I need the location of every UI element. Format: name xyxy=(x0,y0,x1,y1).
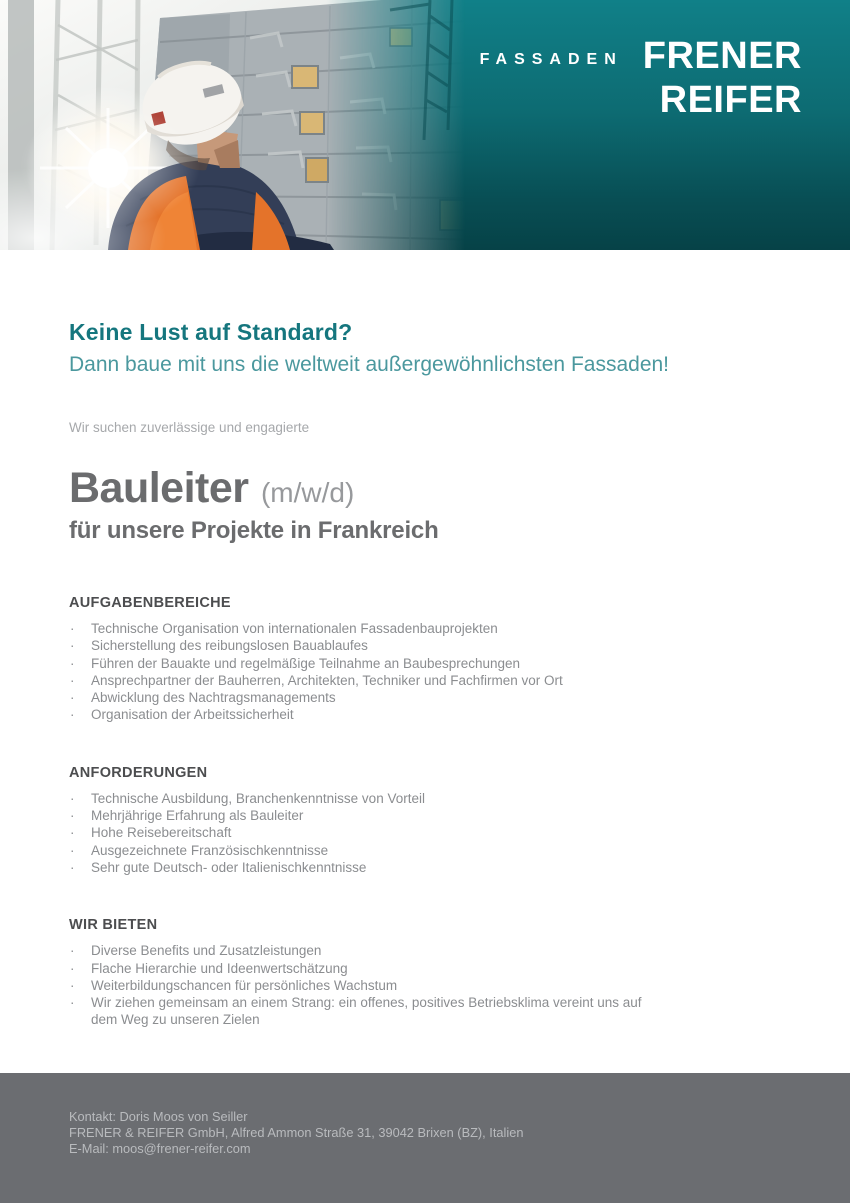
subheadline: Dann baue mit uns die weltweit außergewöhnlichsten Fassaden! xyxy=(69,353,670,376)
hero-header xyxy=(0,0,850,250)
section-title: AUFGABENBEREICHE xyxy=(69,595,231,611)
logo-fassaden-text: FASSADEN xyxy=(479,51,623,68)
list-item: · Führen der Bauakte und regelmäßige Teilnahme an Baubesprechungen xyxy=(69,655,669,672)
contact-footer xyxy=(0,1073,850,1203)
wir-bieten-list xyxy=(69,942,669,1028)
section-anforderungen xyxy=(69,765,770,876)
job-title-gender-suffix: (m/w/d) xyxy=(260,477,355,508)
list-item: · Wir ziehen gemeinsam an einem Strang: ein offenes, positives Betriebsklima vereint uns auf dem Weg zu unseren Zielen xyxy=(69,994,669,1029)
list-item: · Technische Organisation von internationalen Fassadenbauprojekten xyxy=(69,620,669,637)
footer-contact-person: Kontakt: Doris Moos von Seiller xyxy=(69,1109,248,1124)
list-item: · Ansprechpartner der Bauherren, Architekten, Techniker und Fachfirmen vor Ort xyxy=(69,672,669,689)
job-title-line xyxy=(69,464,770,512)
list-item: · Hohe Reisebereitschaft xyxy=(69,824,669,841)
list-item: · Diverse Benefits und Zusatzleistungen xyxy=(69,942,669,959)
lead-in-text: Wir suchen zuverlässige und engagierte xyxy=(69,420,310,435)
footer-company-address: FRENER & REIFER GmbH, Alfred Ammon Straße 31, 39042 Brixen (BZ), Italien xyxy=(69,1125,524,1140)
list-item: · Organisation der Arbeitssicherheit xyxy=(69,706,669,723)
section-aufgabenbereiche xyxy=(69,595,770,724)
list-item: · Ausgezeichnete Französischkenntnisse xyxy=(69,842,669,859)
intro-block xyxy=(69,319,770,435)
crane-silhouette xyxy=(360,0,480,140)
company-logo xyxy=(480,34,802,122)
job-subtitle: für unsere Projekte in Frankreich xyxy=(69,517,439,544)
logo-line-frener: FRENER xyxy=(642,35,802,77)
section-title: WIR BIETEN xyxy=(69,917,158,934)
list-item: · Sehr gute Deutsch- oder Italienischkenntnisse xyxy=(69,859,669,876)
list-item: · Flache Hierarchie und Ideenwertschätzung xyxy=(69,960,669,977)
job-title: Bauleiter xyxy=(69,464,249,512)
job-title-block xyxy=(69,464,770,545)
list-item: · Technische Ausbildung, Branchenkenntnisse von Vorteil xyxy=(69,790,669,807)
list-item: · Abwicklung des Nachtragsmanagements xyxy=(69,689,669,706)
job-ad-content xyxy=(0,319,850,1029)
anforderungen-list xyxy=(69,790,669,876)
logo-line-reifer: REIFER xyxy=(659,79,802,122)
aufgaben-list xyxy=(69,620,669,724)
list-item: · Sicherstellung des reibungslosen Bauablaufes xyxy=(69,637,669,654)
section-wir-bieten xyxy=(69,917,770,1028)
list-item: · Weiterbildungschancen für persönliches Wachstum xyxy=(69,977,669,994)
section-title: ANFORDERUNGEN xyxy=(69,764,208,781)
headline: Keine Lust auf Standard? xyxy=(69,319,353,345)
list-item: · Mehrjährige Erfahrung als Bauleiter xyxy=(69,807,669,824)
footer-email: E-Mail: moos@frener-reifer.com xyxy=(69,1141,251,1156)
logo-frener-reifer-text xyxy=(643,34,802,122)
